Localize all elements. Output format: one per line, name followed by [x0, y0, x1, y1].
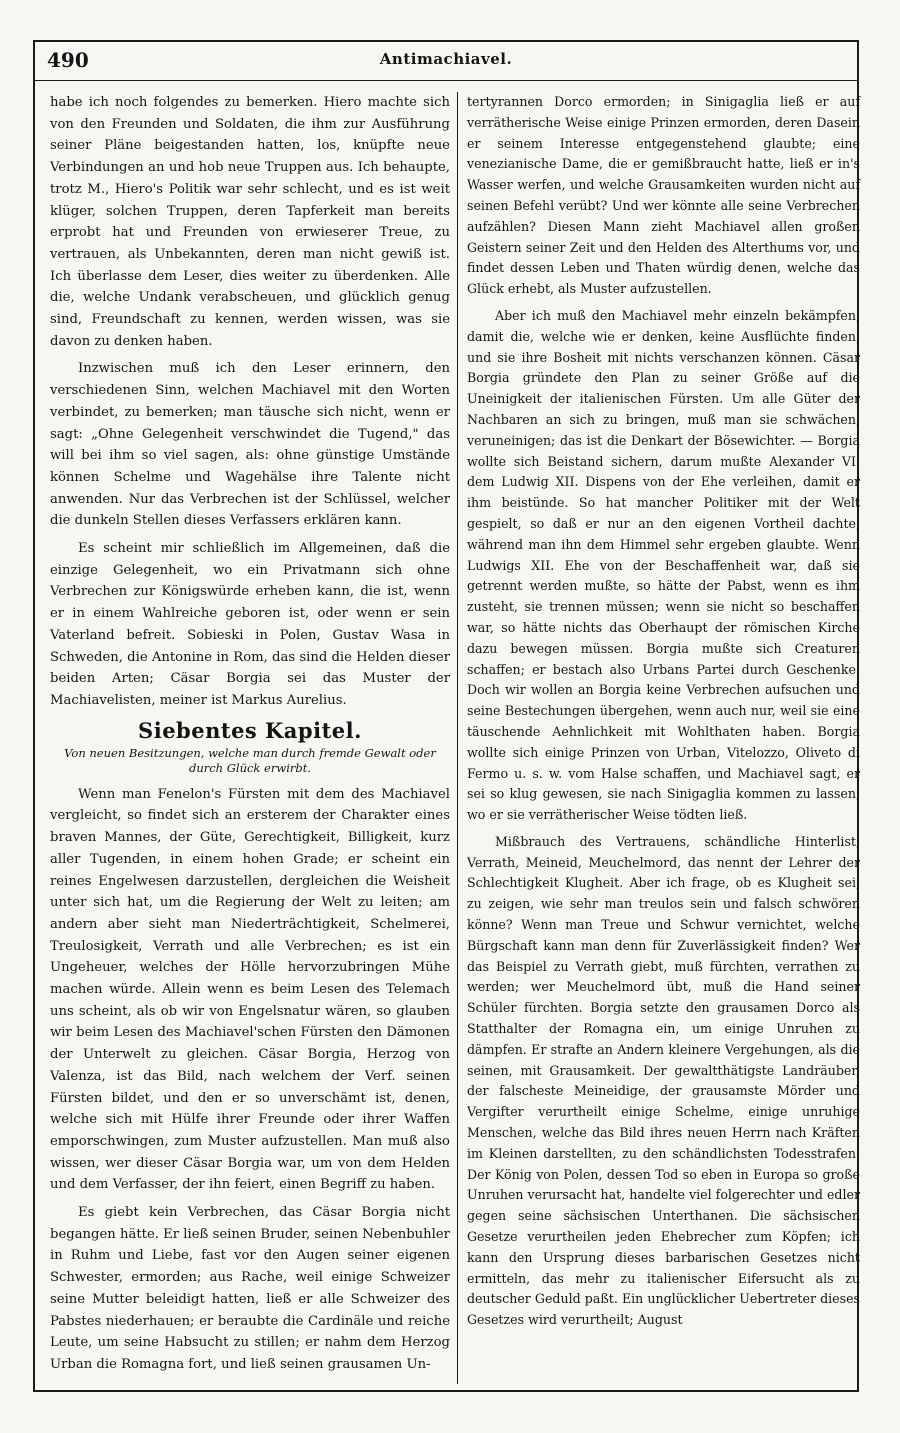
page-header: [33, 44, 859, 78]
chapter-subtitle: Von neuen Besitzungen, welche man durch fremde Gewalt oder durch Glück erwirbt.: [64, 745, 436, 775]
paragraph: Aber ich muß den Machiavel mehr einzeln bekämpfen, damit die, welche wie er denken, keine Ausflüchte finden, und sie ihre Bosheit mit nichts verschanzen können. Cäsar Borgia gründete den Plan zu seiner Größe auf die Uneinigkeit der italienischen Fürsten. Um alle Güter der Nachbaren an sich zu bringen, muß man sie schwächen, veruneinigen; das ist die Denkart der Bösewichter. — Borgia wollte sich Beistand sichern, darum mußte Alexander VI. dem Ludwig XII. Dispens von der Ehe verleihen, damit er ihm beistünde. So hat mancher Politiker mit der Welt gespielt, so daß er nur an den eigenen Vortheil dachte, während man ihn dem Himmel sehr ergeben glaubte. Wenn Ludwigs XII. Ehe von der Beschaffenheit war, daß sie getrennt werden mußte, so hätte der Pabst, wenn es ihm zusteht, sie trennen müssen; wenn sie nicht so beschaffen war, so hätte nichts das Oberhaupt der römischen Kirche dazu bewegen müssen. Borgia mußte sich Creaturen schaffen; er bestach also Urbans Partei durch Geschenke. Doch wir wollen an Borgia keine Verbrechen aufsuchen und seine Bestechungen übergehen, wenn auch nur, weil sie eine täuschende Aehnlichkeit mit Wohlthaten haben. Borgia wollte sich einige Prinzen von Urban, Vitelozzo, Oliveto di Fermo u. s. w. vom Halse schaffen, und Machiavel sagt, er sei so klug gewesen, sie nach Sinigaglia kommen zu lassen, wo er sie verrätherischer Weise tödten ließ.: [467, 307, 860, 823]
paragraph: tertyrannen Dorco ermorden; in Sinigaglia ließ er auf verrätherische Weise einige Prinzen ermorden, deren Dasein er seinem Interesse entgegenstehend glaubte; eine venezianische Dame, die er gemißbraucht hatte, ließ er in's Wasser werfen, und welche Grausamkeiten wurden nicht auf seinen Befehl verübt? Und wer könnte alle seine Verbrechen aufzählen? Diesen Mann zieht Machiavel allen großen Geistern seiner Zeit und den Helden des Alterthums vor, und findet dessen Leben und Thaten würdig denen, welche das Glück erhebt, als Muster aufzustellen.: [467, 94, 860, 297]
right-column: [467, 92, 860, 1337]
paragraph: Inzwischen muß ich den Leser erinnern, den verschiedenen Sinn, welchen Machiavel mit den Worten verbindet, zu bemerken; man täusche sich nicht, wenn er sagt: „Ohne Gelegenheit verschwindet die Tugend," das will bei ihm so viel sagen, als: ohne günstige Umstände können Schelme und Wagehälse ihre Talente nicht anwenden. Nur das Verbrechen ist der Schlüssel, welcher die dunkeln Stellen dieses Verfassers erklären kann.: [50, 361, 450, 529]
running-title: Antimachiavel.: [379, 50, 513, 68]
left-column: [50, 92, 450, 1382]
paragraph: Es scheint mir schließlich im Allgemeinen, daß die einzige Gelegenheit, wo ein Privatmann sich ohne Verbrechen zur Königswürde erheben kann, die ist, wenn er in einem Wahlreiche geboren ist, oder wenn er sein Vaterland befreit. Sobieski in Polen, Gustav Wasa in Schweden, die Antonine in Rom, das sind die Helden dieser beiden Arten; Cäsar Borgia sei das Muster der Machiavelisten, meiner ist Markus Aurelius.: [50, 541, 450, 708]
header-rule: [33, 80, 859, 81]
paragraph: Mißbrauch des Vertrauens, schändliche Hinterlist, Verrath, Meineid, Meuchelmord, das nennt der Lehrer der Schlechtigkeit Klugheit. Aber ich frage, ob es Klugheit sei, zu zeigen, wie sehr man treulos sein und falsch schwören könne? Wenn man Treue und Schwur vernichtet, welche Bürgschaft kann man denn für Zuverlässigkeit finden? Wer das Beispiel zu Verrath giebt, muß fürchten, verrathen zu werden; wer Meuchelmord übt, muß die Hand seiner Schüler fürchten. Borgia setzte den grausamen Dorco als Statthalter der Romagna ein, um einige Unruhen zu dämpfen. Er strafte an Andern kleinere Vergehungen, als die seinen, mit Grausamkeit. Der gewaltthätigste Landräuber, der falscheste Meineidige, der grausamste Mörder und Vergifter verurtheilt einige Schelme, einige unruhige Menschen, welche das Bild ihres neuen Herrn nach Kräften im Kleinen darstellten, zu den schändlichsten Todesstrafen. Der König von Polen, dessen Tod so eben in Europa so große Unruhen verursacht hat, handelte viel folgerechter und edler gegen seine sächsischen Unterthanen. Die sächsischen Gesetze verurtheilen jeden Ehebrecher zum Köpfen; ich kann den Ursprung dieses barbarischen Gesetzes nicht ermitteln, das mehr zu italienischer Eifersucht als zu deutscher Geduld paßt. Ein unglücklicher Uebertreter dieses Gesetzes wird verurtheilt; August: [467, 833, 860, 1328]
paragraph: Wenn man Fenelon's Fürsten mit dem des Machiavel vergleicht, so findet sich an ersterem der Charakter eines braven Mannes, der Güte, Gerechtigkeit, Billigkeit, kurz aller Tugenden, in einem hohen Grade; er scheint ein reines Engelwesen darzustellen, dergleichen die Weisheit unter sich hat, um die Regierung der Welt zu leiten; am andern aber sieht man Niederträchtigkeit, Schelmerei, Treulosigkeit, Verrath und alle Verbrechen; es ist ein Ungeheuer, welches der Hölle hervorzubringen Mühe machen würde. Allein wenn es beim Lesen des Telemach uns scheint, als ob wir von Engelsnatur wären, so glauben wir beim Lesen des Machiavel'schen Fürsten den Dämonen der Unterwelt zu gleichen. Cäsar Borgia, Herzog von Valenza, ist das Bild, nach welchem der Verf. seinen Fürsten bildet, und den er so unverschämt ist, denen, welche sich mit Hülfe ihrer Freunde oder ihrer Waffen emporschwingen, zum Muster aufzustellen. Man muß also wissen, wer dieser Cäsar Borgia war, um von dem Helden und dem Verfasser, der ihn feiert, einen Begriff zu haben.: [50, 786, 450, 1193]
paragraph: Es giebt kein Verbrechen, das Cäsar Borgia nicht begangen hätte. Er ließ seinen Bruder, seinen Nebenbuhler in Ruhm und Liebe, fast vor den Augen seiner eigenen Schwester, ermorden; aus Rache, weil einige Schweizer seine Mutter beleidigt hatten, ließ er alle Schweizer des Pabstes niederhauen; er beraubte die Cardinäle und reiche Leute, um seine Habsucht zu stillen; er nahm dem Herzog Urban die Romagna fort, und ließ seinen grausamen Un-: [50, 1205, 450, 1372]
page-number: 490: [47, 48, 89, 72]
column-divider: [457, 92, 458, 1384]
paragraph: habe ich noch folgendes zu bemerken. Hiero machte sich von den Freunden und Soldaten, die ihm zur Ausführung seiner Pläne beigestanden hatten, los, knüpfte neue Verbindungen an und hob neue Truppen aus. Ich behaupte, trotz M., Hiero's Politik war sehr schlecht, und es ist weit klüger, solchen Truppen, deren Tapferkeit man bereits erprobt hat und Freunden von erwieserer Treue, zu vertrauen, als Unbekannten, deren man nicht gewiß ist. Ich überlasse dem Leser, dies weiter zu überdenken. Alle die, welche Undank verabscheuen, und glücklich genug sind, Freundschaft zu kennen, werden wissen, was sie davon zu denken haben.: [50, 95, 450, 349]
chapter-title: Siebentes Kapitel.: [138, 717, 362, 743]
